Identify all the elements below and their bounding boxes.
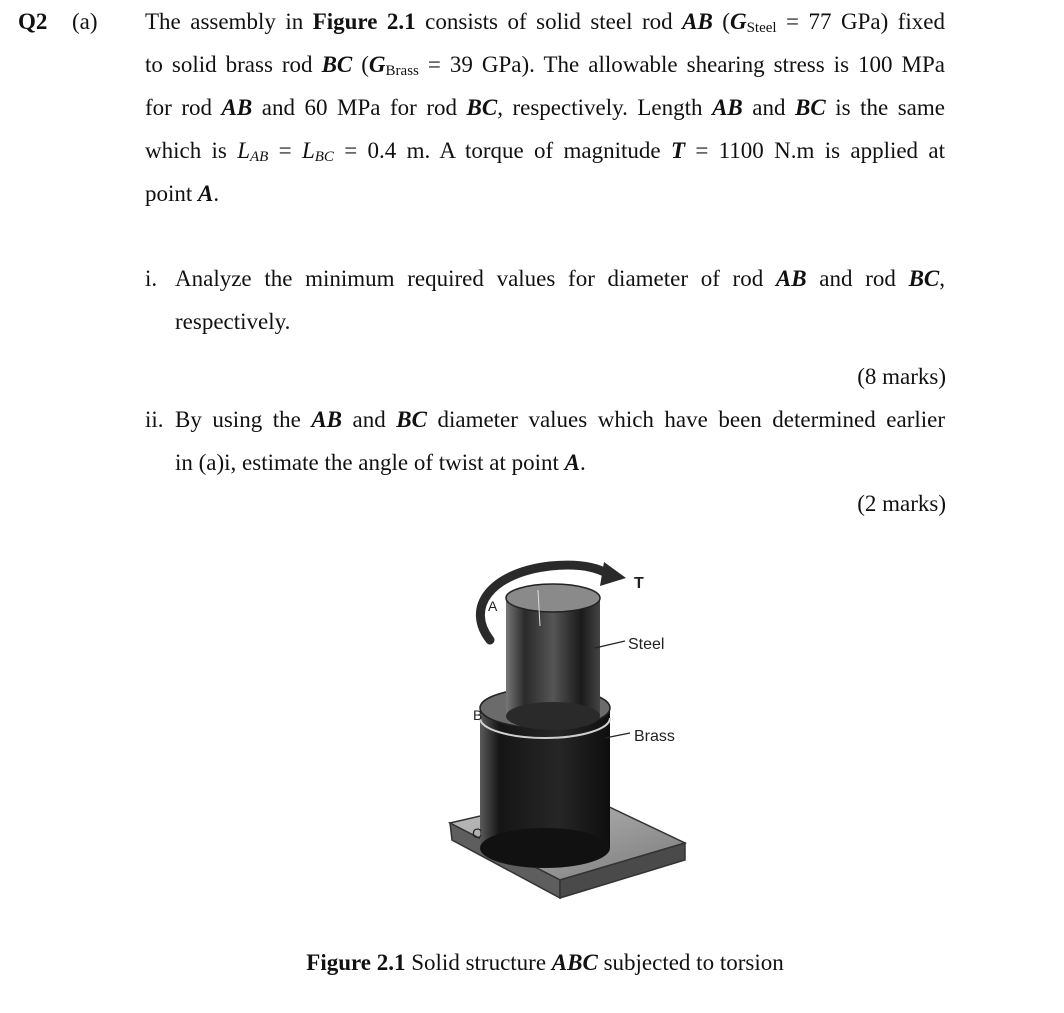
- intro-line-3: for rod AB and 60 MPa for rod BC, respectively. Length AB and BC is the same: [145, 95, 945, 120]
- question-number: Q2: [18, 9, 48, 34]
- item-ii-line-2: in (a)i, estimate the angle of twist at point A.: [175, 450, 586, 475]
- label-point-b: B: [473, 707, 483, 723]
- item-i-text: [175, 257, 945, 343]
- intro-line-5: point A.: [145, 181, 220, 206]
- label-torque: T: [634, 575, 644, 592]
- intro-line-1: The assembly in Figure 2.1 consists of solid steel rod AB (GSteel = 77 GPa) fixed: [145, 9, 946, 36]
- item-ii-text: [175, 398, 945, 484]
- intro-line-4: which is LAB = LBC = 0.4 m. A torque of magnitude T = 1100 N.m is applied at: [145, 138, 945, 165]
- item-i-line-2: respectively.: [175, 309, 291, 334]
- item-i-number: i.: [145, 266, 158, 291]
- torsion-figure: [420, 548, 720, 933]
- figure-caption: Figure 2.1 Solid structure ABC subjected to torsion: [306, 950, 784, 975]
- label-point-a: A: [488, 598, 498, 614]
- question-part: (a): [72, 9, 98, 34]
- steel-rod: [506, 584, 600, 730]
- intro-paragraph: [145, 0, 945, 215]
- intro-line-2: to solid brass rod BC (GBrass = 39 GPa). The allowable shearing stress is 100 MPa: [145, 52, 945, 79]
- item-ii-marks: (2 marks): [857, 491, 946, 516]
- item-i-line-1: Analyze the minimum required values for diameter of rod AB and rod BC,: [175, 266, 946, 291]
- item-ii-number: ii.: [145, 407, 164, 432]
- label-steel: Steel: [628, 636, 665, 653]
- label-point-c: C: [472, 825, 483, 841]
- item-ii-line-1: By using the AB and BC diameter values which have been determined earlier: [175, 407, 945, 432]
- label-brass: Brass: [634, 728, 675, 745]
- item-i-marks: (8 marks): [857, 364, 946, 389]
